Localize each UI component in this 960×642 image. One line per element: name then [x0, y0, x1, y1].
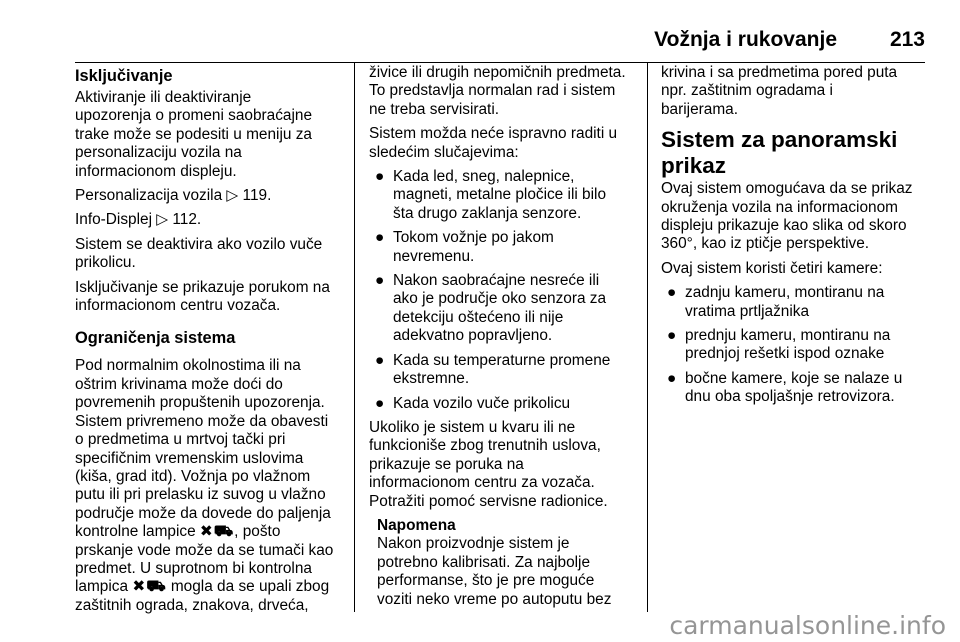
text-line: živice ili drugih nepomičnih predmeta.	[369, 64, 626, 81]
text-line: prikazuje se poruka na	[369, 455, 524, 473]
text-line: Isključivanje se prikazuje porukom na	[75, 278, 330, 296]
text-line: predmet. U suprotnom bi kontrolna	[75, 559, 312, 577]
column-1	[75, 64, 348, 621]
note-title: Napomena	[377, 516, 456, 534]
section-heading-ogranicenja: Ograničenja sistema	[75, 329, 236, 348]
text-line: prednjoj rešetki ispod oznake	[685, 345, 885, 363]
text-line: adekvatno popravljeno.	[393, 327, 553, 345]
text-line: Nakon proizvodnje sistem je	[377, 535, 570, 553]
bullet-icon: ●	[375, 229, 385, 247]
lane-warning-lamp-icon: ✖⛟	[199, 523, 235, 541]
text-line: Kada vozilo vuče prikolicu	[393, 394, 571, 412]
text-line: Ovaj sistem omogućava da se prikaz	[661, 180, 913, 198]
text-line: dnu oba spoljašnje retrovizora.	[685, 388, 895, 406]
text-line: Kada su temperaturne promene	[393, 351, 611, 369]
text-line	[75, 523, 348, 541]
paragraph	[369, 125, 639, 162]
text-line: Kada led, sneg, nalepnice,	[393, 168, 575, 186]
text-line: Ukoliko je sistem u kvaru ili ne	[369, 418, 576, 436]
list-item	[369, 352, 639, 389]
text-line: oštrim krivinama može doći do	[75, 375, 283, 393]
ref-label: Personalizacija vozila	[75, 187, 227, 205]
text-line: npr. zaštitnim ogradama i	[661, 82, 833, 100]
reference-arrow-icon: ▷	[156, 211, 169, 229]
ref-page: 119.	[238, 187, 272, 205]
text-line: prikolicu.	[75, 254, 136, 272]
text-line: područje može da dovede do paljenja	[75, 504, 331, 522]
text-span: kontrolne lampice	[75, 523, 200, 541]
ref-label: Info-Displej	[75, 211, 157, 229]
text-line: 360°, kao iz ptičje perspektive.	[661, 235, 870, 253]
paragraph	[75, 236, 348, 273]
text-line: trake može se podesiti u meniju za	[75, 125, 312, 143]
text-line: funkcioniše zbog trenutnih uslova,	[369, 437, 601, 455]
text-line: Sistem se deaktivira ako vozilo vuče	[75, 235, 323, 253]
list-item	[661, 327, 927, 364]
text-line: zaštitnih ograda, znakova, drveća,	[75, 596, 309, 614]
list-item	[369, 168, 639, 223]
watermark: carmanualsonline.info	[669, 611, 946, 640]
ref-page: 112.	[168, 211, 202, 229]
text-line: Pod normalnim okolnostima ili na	[75, 357, 301, 375]
text-line: zadnju kameru, montiranu na	[685, 284, 885, 302]
paragraph	[75, 357, 348, 615]
paragraph	[75, 89, 348, 181]
text-line: prednju kameru, montiranu na	[685, 327, 891, 345]
paragraph	[661, 260, 927, 278]
bullet-icon: ●	[375, 168, 385, 186]
text-line: Ovaj sistem koristi četiri kamere:	[661, 259, 883, 277]
section-heading-iskljucivanje: Isključivanje	[75, 67, 173, 85]
section-heading-panoramski-prikaz	[661, 127, 927, 179]
text-line: informacionom centru za vozača.	[369, 474, 595, 492]
text-line: Sistem privremeno može da obavesti	[75, 412, 329, 430]
text-line: Tokom vožnje po jakom	[393, 229, 554, 247]
bullet-icon: ●	[375, 351, 385, 369]
text-line: okruženja vozila na informacionom	[661, 198, 898, 216]
list-item	[661, 370, 927, 407]
text-line: specifičnim vremenskim uslovima	[75, 449, 304, 467]
text-line: informacionom centru vozača.	[75, 297, 281, 315]
column-3	[661, 64, 927, 413]
paragraph	[661, 64, 927, 119]
text-line: barijerama.	[661, 100, 738, 118]
text-line: nevremenu.	[393, 247, 475, 265]
text-line: ne treba servisirati.	[369, 100, 500, 118]
text-span: , pošto	[234, 523, 281, 541]
text-line: krivina i sa predmetima pored puta	[661, 64, 898, 81]
reference-arrow-icon: ▷	[226, 187, 239, 205]
text-line: informacionom displeju.	[75, 162, 237, 180]
text-line: performanse, što je pre moguće	[377, 572, 595, 590]
text-line: detekciju oštećeno ili nije	[393, 308, 564, 326]
text-line: ako je područje oko senzora za	[393, 290, 607, 308]
text-line: putu ili pri prelasku iz suvog u vlažno	[75, 486, 326, 504]
heading-line: prikaz	[661, 153, 727, 179]
text-line: bočne kamere, koje se nalaze u	[685, 369, 903, 387]
column-2	[369, 64, 639, 609]
column-divider-2	[647, 62, 648, 612]
note-box	[369, 517, 639, 609]
paragraph	[661, 180, 927, 254]
page-header	[75, 28, 925, 63]
paragraph	[369, 64, 639, 119]
paragraph	[369, 419, 639, 511]
chapter-title: Vožnja i rukovanje	[654, 28, 837, 51]
page-number: 213	[889, 28, 925, 51]
text-line: voziti neko vreme po autoputu bez	[377, 590, 612, 608]
bullet-icon: ●	[667, 369, 677, 387]
text-line: vratima prtljažnika	[685, 302, 810, 320]
paragraph	[75, 279, 348, 316]
list-item	[661, 284, 927, 321]
bullet-icon: ●	[667, 284, 677, 302]
text-line: potrebno kalibrisati. Za najbolje	[377, 553, 591, 571]
text-line: personalizaciju vozila na	[75, 144, 242, 162]
text-line: To predstavlja normalan rad i sistem	[369, 82, 616, 100]
text-line: šta drugo zaklanja senzore.	[393, 204, 582, 222]
heading-line: Sistem za panoramski	[661, 127, 898, 153]
text-line: (kiša, grad itd). Vožnja po vlažnom	[75, 467, 311, 485]
text-line	[75, 578, 348, 596]
column-divider-1	[354, 62, 355, 612]
text-line: Aktiviranje ili deaktiviranje	[75, 89, 252, 106]
bullet-icon: ●	[667, 327, 677, 345]
text-line: Nakon saobraćajne nesreće ili	[393, 272, 600, 290]
text-line: Potražiti pomoć servisne radionice.	[369, 492, 608, 510]
text-line: povremenih propuštenih upozorenja.	[75, 394, 325, 412]
text-span: mogla da se upali zbog	[166, 578, 330, 596]
text-span: lampica	[75, 578, 133, 596]
text-line: ekstremne.	[393, 370, 470, 388]
text-line: Sistem možda neće ispravno raditi u	[369, 125, 618, 143]
lane-warning-lamp-icon: ✖⛟	[132, 578, 167, 596]
text-line: sledećim slučajevima:	[369, 143, 519, 161]
list-item	[369, 395, 639, 413]
text-line: prskanje vode može da se tumači kao	[75, 541, 334, 559]
bullet-icon: ●	[375, 394, 385, 412]
cross-reference[interactable]	[75, 211, 348, 229]
list-item	[369, 229, 639, 266]
cross-reference[interactable]	[75, 187, 348, 205]
bullet-icon: ●	[375, 272, 385, 290]
text-line: upozorenja o promeni saobraćajne	[75, 107, 312, 125]
list-item	[369, 272, 639, 346]
text-line: magneti, metalne pločice ili bilo	[393, 186, 607, 204]
text-line: displeju prikazuje kao slika od skoro	[661, 217, 907, 235]
text-line: o predmetima u mrtvoj tački pri	[75, 431, 286, 449]
